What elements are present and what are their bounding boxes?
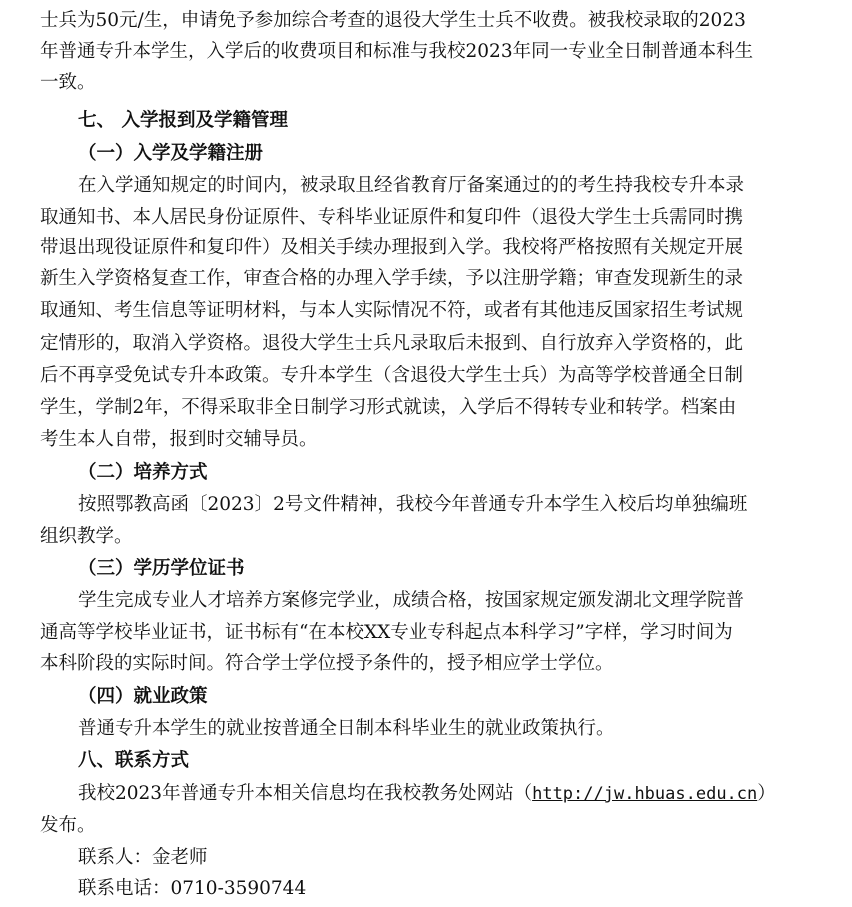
section-8-heading: 八、联系方式 <box>78 750 190 771</box>
paragraph-line: 按照鄂教高函〔2023〕2号文件精神，我校今年普通专升本学生入校后均单独编班 <box>78 494 748 515</box>
intro-line: 士兵为50元/生，申请免予参加综合考查的退役大学生士兵不收费。被我校录取的2023 <box>40 10 746 31</box>
paragraph-line: 在入学通知规定的时间内，被录取且经省教育厅备案通过的的考生持我校专升本录 <box>78 175 745 196</box>
website-link[interactable]: http://jw.hbuas.edu.cn <box>532 784 758 804</box>
subsection-1-heading: （一）入学及学籍注册 <box>78 143 264 164</box>
contact-person: 联系人：金老师 <box>78 847 208 868</box>
subsection-4-heading: （四）就业政策 <box>78 686 208 707</box>
intro-line: 一致。 <box>40 72 96 93</box>
paragraph-line: 考生本人自带，报到时交辅导员。 <box>40 429 318 450</box>
subsection-3-heading: （三）学历学位证书 <box>78 558 245 579</box>
paragraph-line: 新生入学资格复查工作，审查合格的办理入学手续，予以注册学籍；审查发现新生的录 <box>40 268 744 289</box>
paragraph-line: 本科阶段的实际时间。符合学士学位授予条件的，授予相应学士学位。 <box>40 653 614 674</box>
subsection-2-heading: （二）培养方式 <box>78 462 208 483</box>
paragraph-line: 发布。 <box>40 815 96 836</box>
section-7-heading: 七、 入学报到及学籍管理 <box>78 110 288 131</box>
paragraph-line: 学生，学制2年，不得采取非全日制学习形式就读，入学后不得转专业和转学。档案由 <box>40 397 737 418</box>
paragraph-line: 取通知、考生信息等证明材料，与本人实际情况不符，或者有其他违反国家招生考试规 <box>40 300 744 321</box>
paragraph-line: 学生完成专业人才培养方案修完学业，成绩合格，按国家规定颁发湖北文理学院普 <box>78 590 745 611</box>
paragraph-line: 普通专升本学生的就业按普通全日制本科毕业生的就业政策执行。 <box>78 718 615 739</box>
website-notice-prefix: 我校2023年普通专升本相关信息均在我校教务处网站（ <box>78 783 533 804</box>
paragraph-line: 定情形的，取消入学资格。退役大学生士兵凡录取后未报到、自行放弃入学资格的，此 <box>40 333 744 354</box>
paragraph-line: 通高等学校毕业证书，证书标有“在本校XX专业专科起点本科学习”字样，学习时间为 <box>40 622 733 643</box>
paragraph-line: 带退出现役证原件和复印件）及相关手续办理报到入学。我校将严格按照有关规定开展 <box>40 237 744 258</box>
website-notice-suffix: ） <box>757 783 776 804</box>
contact-phone: 联系电话：0710-3590744 <box>78 878 307 899</box>
paragraph-line: 后不再享受免试专升本政策。专升本学生（含退役大学生士兵）为高等学校普通全日制 <box>40 365 744 386</box>
intro-line: 年普通专升本学生，入学后的收费项目和标准与我校2023年同一专业全日制普通本科生 <box>40 41 754 62</box>
paragraph-line: 取通知书、本人居民身份证原件、专科毕业证原件和复印件（退役大学生士兵需同时携 <box>40 207 744 228</box>
paragraph-line: 组织教学。 <box>40 526 133 547</box>
website-notice <box>78 779 776 809</box>
